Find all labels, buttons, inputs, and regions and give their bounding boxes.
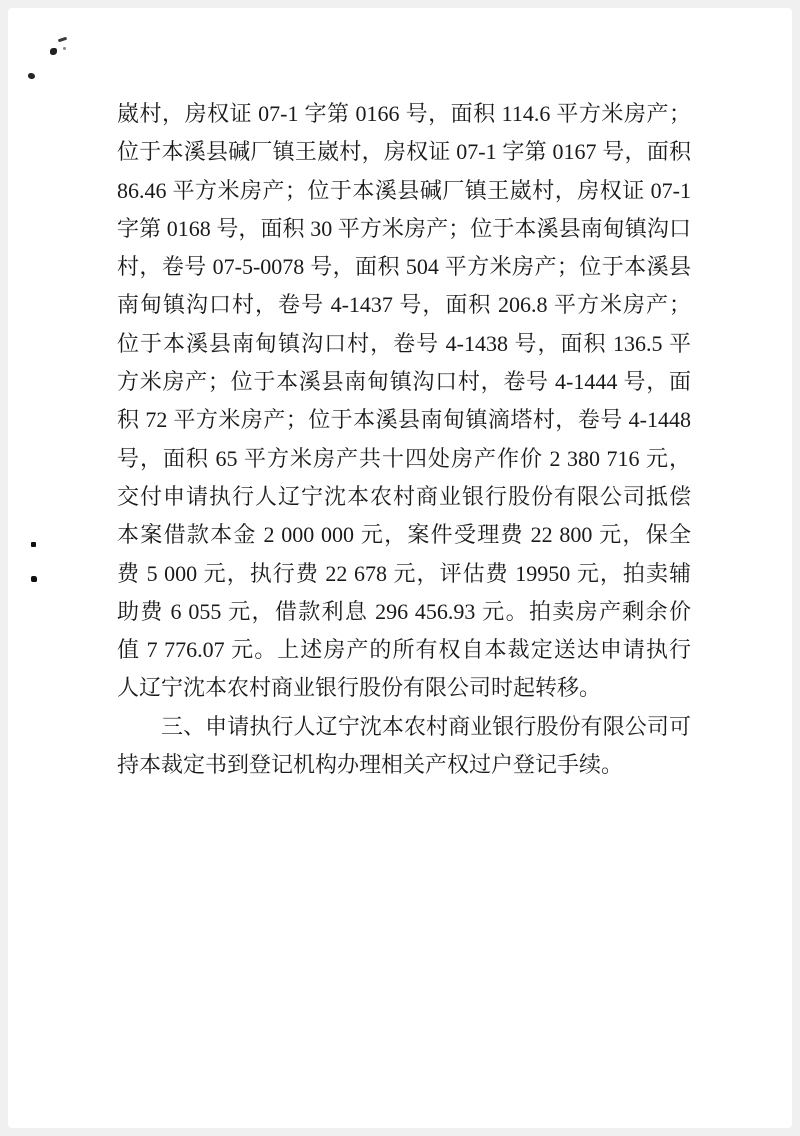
document-text-block bbox=[117, 95, 691, 784]
text-line-item-three: 三、申请执行人辽宁沈本农村商业银行股份有限公司可 bbox=[161, 713, 691, 739]
text-line: 值 7 776.07 元。上述房产的所有权自本裁定送达申请执行 bbox=[117, 637, 691, 663]
ink-speck bbox=[31, 576, 37, 582]
text-line: 费 5 000 元，执行费 22 678 元，评估费 19950 元，拍卖辅 bbox=[117, 560, 691, 586]
text-line-paragraph-end: 持本裁定书到登记机构办理相关产权过户登记手续。 bbox=[117, 752, 624, 778]
ink-speck bbox=[50, 48, 57, 55]
ink-speck bbox=[28, 73, 35, 79]
ink-speck bbox=[58, 37, 67, 43]
text-line: 崴村，房权证 07-1 字第 0166 号，面积 114.6 平方米房产； bbox=[117, 101, 691, 126]
ink-speck bbox=[31, 542, 36, 547]
text-line: 助费 6 055 元，借款利息 296 456.93 元。拍卖房产剩余价 bbox=[117, 598, 691, 624]
text-line: 字第 0168 号，面积 30 平方米房产；位于本溪县南甸镇沟口 bbox=[117, 215, 691, 241]
text-line: 村，卷号 07-5-0078 号，面积 504 平方米房产；位于本溪县 bbox=[117, 254, 691, 280]
text-line: 积 72 平方米房产；位于本溪县南甸镇滴塔村，卷号 4-1448 bbox=[117, 407, 691, 433]
ink-speck bbox=[63, 47, 66, 50]
document-page bbox=[8, 8, 792, 1128]
text-line-paragraph-end: 人辽宁沈本农村商业银行股份有限公司时起转移。 bbox=[117, 675, 602, 701]
text-line: 号，面积 65 平方米房产共十四处房产作价 2 380 716 元， bbox=[117, 445, 691, 471]
text-line: 南甸镇沟口村，卷号 4-1437 号，面积 206.8 平方米房产； bbox=[117, 292, 691, 318]
text-line: 位于本溪县碱厂镇王崴村，房权证 07-1 字第 0167 号，面积 bbox=[117, 139, 691, 165]
text-line: 86.46 平方米房产；位于本溪县碱厂镇王崴村，房权证 07-1 bbox=[117, 177, 691, 203]
text-line: 交付申请执行人辽宁沈本农村商业银行股份有限公司抵偿 bbox=[117, 483, 691, 509]
text-line: 位于本溪县南甸镇沟口村，卷号 4-1438 号，面积 136.5 平 bbox=[117, 330, 691, 356]
text-line: 方米房产；位于本溪县南甸镇沟口村，卷号 4-1444 号，面 bbox=[117, 369, 691, 395]
text-line: 本案借款本金 2 000 000 元，案件受理费 22 800 元，保全 bbox=[117, 522, 691, 548]
